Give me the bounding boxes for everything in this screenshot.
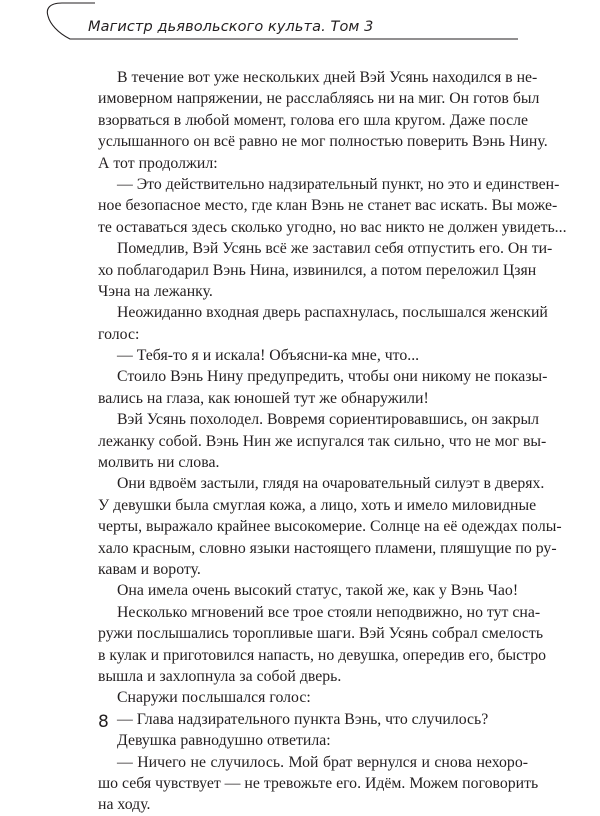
text-line: Помедлив, Вэй Усянь всё же заставил себя отпустить его. Он ти- (117, 240, 553, 258)
text-line: Стоило Вэнь Нину предупредить, чтобы они никому не показы- (117, 368, 548, 386)
text-line: Она имела очень высокий статус, такой же, как у Вэнь Чао! (117, 582, 519, 600)
text-line: взорваться в любой момент, голова его шла кругом. Даже после (98, 111, 528, 129)
text-line: черты, выражало крайнее высокомерие. Солнце на её одеждах полы- (98, 518, 562, 536)
text-line: на ходу. (98, 796, 151, 814)
text-line: Несколько мгновений все трое стояли неподвижно, но тут сна- (117, 603, 541, 621)
text-line: У девушки была смуглая кожа, а лицо, хоть и имело миловидные (98, 496, 537, 514)
text-line: голос: (98, 325, 140, 343)
text-line: Девушка равнодушно ответила: (117, 732, 331, 750)
running-head: Магистр дьявольского культа. Том 3 (88, 19, 374, 35)
text-line: — Тебя-то я и искала! Объясни-ка мне, что... (117, 347, 420, 365)
text-line: услышанного он всё равно не мог полностью поверить Вэнь Нину. (98, 133, 548, 151)
text-line: Они вдвоём застыли, глядя на очаровательный силуэт в дверях. (117, 475, 545, 493)
text-line: хало красным, словно языки настоящего пламени, пляшущие по ру- (98, 539, 557, 557)
text-line: вались на глаза, как юношей тут же обнаружили! (98, 389, 429, 407)
text-line: Вэй Усянь похолодел. Вовремя сориентировавшись, он закрыл (117, 411, 539, 429)
text-line: Неожиданно входная дверь распахнулась, послышался женский (117, 304, 548, 322)
text-line: Чэна на лежанку. (98, 282, 213, 300)
text-line: ное безопасное место, где клан Вэнь не станет вас искать. Вы може- (98, 197, 558, 215)
text-line: — Это действительно надзирательный пункт, но это и единствен- (117, 175, 560, 193)
text-line: вышла и захлопнула за собой дверь. (98, 667, 342, 685)
text-line: хо поблагодарил Вэнь Нина, извинился, а потом переложил Цзян (98, 261, 537, 279)
text-line: — Ничего не случилось. Мой брат вернулся и снова нехоро- (117, 753, 528, 771)
page-body-text (98, 67, 567, 816)
text-line: — Глава надзирательного пункта Вэнь, что случилось? (117, 710, 489, 728)
text-line: молвить ни слова. (98, 454, 220, 472)
text-line: лежанку собой. Вэнь Нин же испугался так сильно, что не мог вы- (98, 432, 547, 450)
page-number: 8 (98, 712, 109, 732)
text-line: в кулак и приготовился напасть, но девушка, опередив его, быстро (98, 646, 547, 664)
text-line: те оставаться здесь сколько угодно, но вас никто не должен увидеть... (98, 218, 567, 236)
text-line: ружи послышались торопливые шаги. Вэй Усянь собрал смелость (98, 625, 544, 643)
text-line: шо себя чувствует — не тревожьте его. Идём. Можем поговорить (98, 774, 539, 792)
text-line: А тот продолжил: (98, 154, 218, 172)
text-line: В течение вот уже нескольких дней Вэй Усянь находился в не- (117, 69, 538, 86)
text-line: имоверном напряжении, не расслабляясь ни на миг. Он готов был (98, 90, 540, 108)
text-line: кавам и вороту. (98, 560, 201, 578)
text-line: Снаружи послышался голос: (117, 689, 311, 707)
